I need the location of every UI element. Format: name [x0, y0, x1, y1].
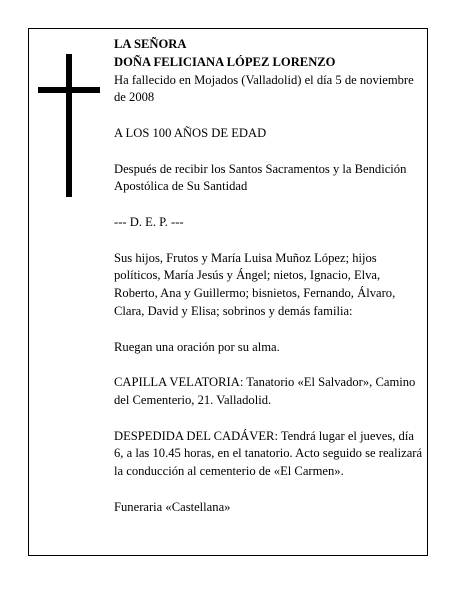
age-line: A LOS 100 AÑOS DE EDAD	[114, 125, 267, 140]
funeral-home: Funeraria «Castellana»	[114, 499, 231, 514]
obituary-text	[114, 36, 424, 534]
deceased-name: DOÑA FELICIANA LÓPEZ LORENZO	[114, 54, 336, 69]
rip-line: --- D. E. P. ---	[114, 214, 184, 229]
prayer-line: Ruegan una oración por su alma.	[114, 339, 280, 354]
cross-icon	[38, 54, 100, 197]
cross-horizontal-bar	[38, 87, 100, 93]
farewell-info: DESPEDIDA DEL CADÁVER: Tendrá lugar el jueves, día 6, a las 10.45 horas, en el tanatorio. Acto seguido se realizará la conducción al cementerio de «El Carmen».	[114, 428, 423, 479]
cross-vertical-bar	[66, 54, 72, 197]
sacraments-line: Después de recibir los Santos Sacramentos y la Bendición Apostólica de Su Santidad	[114, 161, 407, 194]
notice-title: LA SEÑORA	[114, 37, 187, 51]
family-list: Sus hijos, Frutos y María Luisa Muñoz López; hijos políticos, María Jesús y Ángel; nietos, Ignacio, Elva, Roberto, Ana y Guillermo; bisnietos, Fernando, Álvaro, Clara, David y Elisa; sobrinos y demás familia:	[114, 250, 396, 318]
death-info: Ha fallecido en Mojados (Valladolid) el día 5 de noviembre de 2008	[114, 72, 414, 105]
chapel-info: CAPILLA VELATORIA: Tanatorio «El Salvador», Camino del Cementerio, 21. Valladolid.	[114, 375, 416, 407]
